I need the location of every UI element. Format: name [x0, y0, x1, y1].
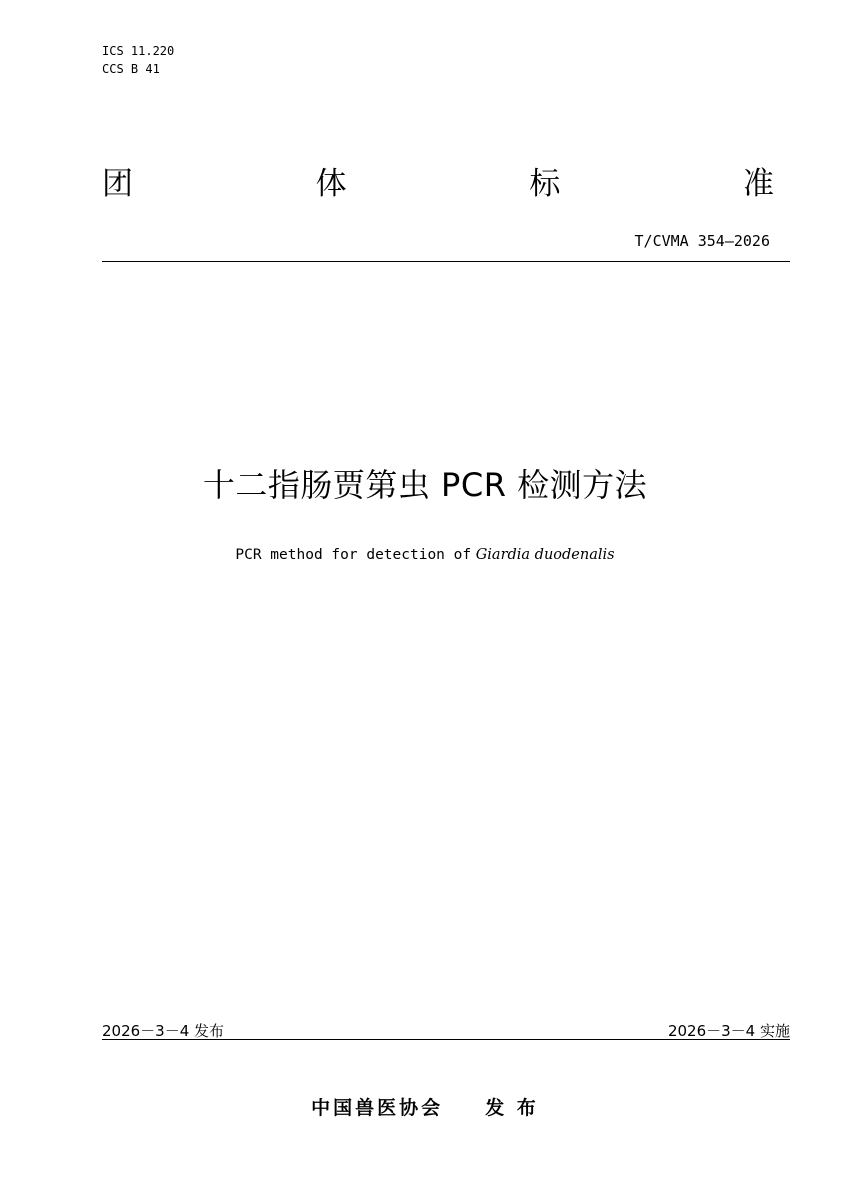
- standard-type-heading: [102, 166, 774, 202]
- issue-date: 2026－3－4 发布: [102, 1022, 225, 1040]
- publisher-org: 中国兽医协会: [311, 1097, 444, 1119]
- implementation-date: 2026－3－4 实施: [667, 1022, 790, 1040]
- heading-char: 标: [529, 166, 561, 202]
- heading-char: 团: [102, 166, 133, 202]
- standard-number: T/CVMA 354—2026: [634, 232, 770, 250]
- ics-code: ICS 11.220: [102, 44, 175, 58]
- english-title: [0, 545, 850, 565]
- publisher: [0, 1093, 850, 1120]
- classification-codes: [102, 42, 174, 78]
- top-divider: [102, 261, 790, 262]
- heading-char: 准: [742, 166, 774, 202]
- bottom-divider: [102, 1039, 790, 1040]
- english-title-species: Giardia duodenalis: [475, 547, 615, 563]
- publisher-action: 发 布: [485, 1097, 539, 1119]
- english-title-prefix: PCR method for detection of: [235, 547, 472, 563]
- heading-char: 体: [315, 166, 347, 202]
- document-title: 十二指肠贾第虫 PCR 检测方法: [202, 466, 648, 504]
- ccs-code: CCS B 41: [102, 62, 160, 76]
